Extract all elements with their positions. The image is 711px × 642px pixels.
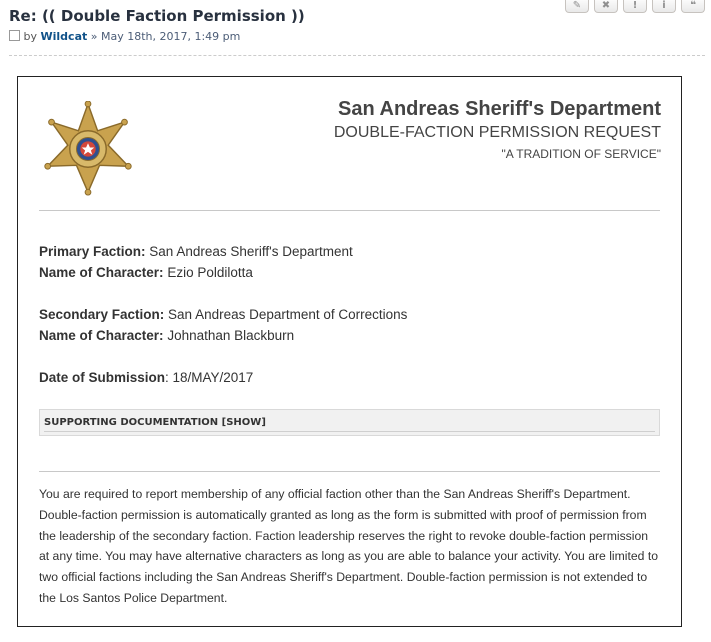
edit-button[interactable]: [565, 0, 589, 13]
exclamation-icon: !: [632, 0, 638, 11]
info-button[interactable]: [652, 0, 676, 13]
post-title[interactable]: Re: (( Double Faction Permission )): [9, 7, 305, 25]
supporting-documentation-spoiler[interactable]: [39, 409, 660, 436]
character2-value: Johnathan Blackburn: [167, 328, 295, 343]
character1-label: Name of Character:: [39, 265, 164, 280]
character2-row: [39, 328, 294, 343]
document-header: [334, 98, 661, 161]
secondary-faction-label: Secondary Faction:: [39, 307, 165, 322]
spoiler-label[interactable]: SUPPORTING DOCUMENTATION [SHOW]: [44, 417, 266, 428]
close-icon: ✖: [601, 0, 611, 11]
post-buttons: [565, 0, 705, 13]
primary-faction-label: Primary Faction:: [39, 244, 146, 259]
request-title: DOUBLE-FACTION PERMISSION REQUEST: [333, 124, 661, 141]
primary-faction-value: San Andreas Sheriff's Department: [149, 244, 353, 259]
primary-faction-row: [39, 244, 353, 259]
post-meta: [9, 30, 240, 43]
pencil-icon: ✎: [572, 0, 582, 11]
divider: [9, 55, 705, 56]
report-button[interactable]: [623, 0, 647, 13]
character2-label: Name of Character:: [39, 328, 164, 343]
spoiler-divider: [44, 431, 655, 432]
by-label: by: [23, 30, 37, 43]
quote-icon: ❝: [690, 0, 696, 11]
delete-button[interactable]: [594, 0, 618, 13]
secondary-faction-row: [39, 307, 407, 322]
secondary-faction-value: San Andreas Department of Corrections: [168, 307, 408, 322]
character1-value: Ezio Poldilotta: [167, 265, 253, 280]
post-date: » May 18th, 2017, 1:49 pm: [90, 30, 241, 43]
author-link[interactable]: Wildcat: [40, 30, 88, 43]
info-icon: i: [662, 0, 666, 11]
permission-document: [17, 76, 682, 627]
sheriff-badge-icon: [40, 101, 136, 197]
submission-date-value: : 18/MAY/2017: [165, 370, 254, 385]
post-icon[interactable]: [9, 30, 20, 41]
motto: "A TRADITION OF SERVICE": [501, 147, 661, 161]
submission-date-row: [39, 370, 253, 385]
notice-text: You are required to report membership of any official faction other than the San Andreas Sheriff's Department. Double-faction permission is automatically granted as long as the form is submitted with proof of permission from the leadership of the secondary faction. Faction leadership reserves the right to revoke double-faction permission at any time. You may have alternative characters as long as you are able to balance your activity. You are limited to two official factions including the San Andreas Sheriff's Department. Double-faction permission is not extended to the Los Santos Police Department.: [39, 487, 658, 605]
notice-divider: [39, 471, 660, 472]
department-name: San Andreas Sheriff's Department: [338, 98, 661, 120]
submission-date-label: Date of Submission: [39, 370, 166, 385]
header-divider: [39, 210, 660, 211]
character1-row: [39, 265, 253, 280]
quote-button[interactable]: [681, 0, 705, 13]
